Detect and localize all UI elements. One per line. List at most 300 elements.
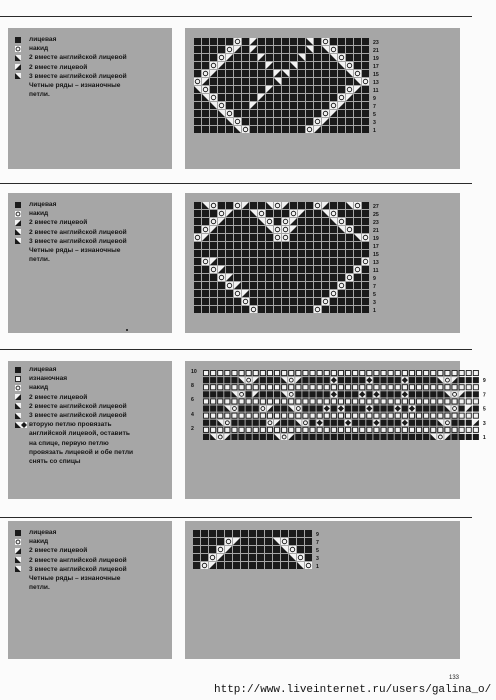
knit-cell	[249, 554, 256, 561]
purl-cell	[466, 413, 471, 418]
knit-cell	[281, 406, 287, 412]
knit-cell	[217, 562, 224, 569]
knit-cell	[266, 46, 273, 53]
legend-label: 2 вместе лицевой	[29, 219, 88, 227]
row-number: 21	[373, 227, 379, 234]
yarn-over-cell	[202, 226, 209, 233]
row-number: 7	[373, 103, 376, 110]
purl-cell	[367, 413, 372, 418]
knit-cell	[246, 391, 252, 397]
knit-cell	[231, 434, 237, 440]
legend-label: 2 вместе лицевой	[29, 63, 88, 71]
knit-cell	[210, 282, 217, 289]
knit-cell	[253, 406, 259, 412]
knit-cell	[354, 226, 361, 233]
k2tog-cell	[290, 218, 297, 225]
knit-cell	[430, 377, 436, 383]
section-rule-2	[0, 349, 472, 350]
legend-note: английской лицевой, оставить на спице, первую петлю провязать лицевой и обе петли снять со спицы	[29, 430, 134, 466]
legend-row	[15, 374, 133, 383]
knit-cell	[210, 290, 217, 297]
knit-cell	[234, 70, 241, 77]
knit-cell	[258, 38, 265, 45]
knit-cell	[258, 62, 265, 69]
knit-cell	[226, 218, 233, 225]
knit-cell	[217, 377, 223, 383]
purl-cell	[310, 385, 315, 390]
knit-cell	[202, 266, 209, 273]
row-number: 13	[373, 79, 379, 86]
knit-cell	[225, 554, 232, 561]
yarn-over-cell	[362, 78, 369, 85]
knit-cell	[290, 86, 297, 93]
purl-cell	[331, 413, 336, 418]
knit-cell	[15, 367, 21, 373]
knit-cell	[234, 94, 241, 101]
knit-cell	[354, 210, 361, 217]
knit-cell	[290, 250, 297, 257]
knit-cell	[226, 126, 233, 133]
knit-cell	[362, 266, 369, 273]
purl-cell	[232, 427, 237, 432]
knit-cell	[314, 250, 321, 257]
purl-cell	[211, 399, 216, 404]
purl-cell	[267, 371, 272, 376]
yarn-over-cell	[258, 210, 265, 217]
knit-cell	[258, 118, 265, 125]
knit-cell	[345, 391, 351, 397]
knit-cell	[260, 434, 266, 440]
purl-cell	[310, 427, 315, 432]
knit-cell	[306, 218, 313, 225]
knit-cell	[362, 290, 369, 297]
purl-cell	[282, 427, 287, 432]
knit-cell	[274, 306, 281, 313]
yarn-over-cell	[274, 234, 281, 241]
knit-cell	[306, 274, 313, 281]
yarn-over-cell	[330, 46, 337, 53]
knit-cell	[194, 46, 201, 53]
knit-cell	[246, 420, 252, 426]
purl-cell	[331, 385, 336, 390]
knit-cell	[346, 110, 353, 117]
purl-cell	[282, 385, 287, 390]
stitch-chart-3	[191, 369, 496, 447]
knit-cell	[306, 94, 313, 101]
knit-cell	[330, 126, 337, 133]
knit-cell	[209, 546, 216, 553]
legend-row	[15, 411, 133, 420]
knit-cell	[241, 562, 248, 569]
legend-label: 2 вместе английской лицевой	[29, 54, 127, 62]
knit-cell	[302, 406, 308, 412]
knit-cell	[266, 242, 273, 249]
knit-cell	[203, 391, 209, 397]
knit-cell	[210, 298, 217, 305]
legend-panel-4	[8, 521, 172, 659]
knit-cell	[306, 70, 313, 77]
purl-cell	[431, 371, 436, 376]
knit-cell	[409, 434, 415, 440]
knit-cell	[194, 70, 201, 77]
knit-cell	[274, 94, 281, 101]
knit-cell	[210, 210, 217, 217]
purl-cell	[402, 385, 407, 390]
knit-cell	[210, 110, 217, 117]
purl-cell	[303, 371, 308, 376]
knit-cell	[354, 250, 361, 257]
knit-cell	[466, 420, 472, 426]
purl-cell	[317, 399, 322, 404]
yarn-over-cell	[338, 282, 345, 289]
purl-cell	[360, 427, 365, 432]
knit-cell	[362, 274, 369, 281]
knit-cell	[330, 298, 337, 305]
ssk-cell	[231, 391, 237, 397]
ssk-cell	[15, 229, 21, 235]
knit-cell	[298, 202, 305, 209]
knit-cell	[253, 434, 259, 440]
ssk-cell	[217, 420, 223, 426]
purl-cell	[260, 385, 265, 390]
purl-cell	[246, 399, 251, 404]
knit-cell	[416, 406, 422, 412]
knit-cell	[242, 70, 249, 77]
knit-stitch-icon	[15, 528, 29, 537]
yarn-over-cell	[194, 234, 201, 241]
k2tog-cell	[466, 406, 472, 412]
knit-cell	[314, 266, 321, 273]
knit-cell	[234, 274, 241, 281]
purl-cell	[282, 413, 287, 418]
yarn-over-cell	[15, 211, 21, 217]
knit-cell	[314, 282, 321, 289]
knit-cell	[257, 538, 264, 545]
knit-cell	[388, 434, 394, 440]
knit-cell	[202, 306, 209, 313]
legend-row	[15, 383, 133, 392]
row-number: 17	[373, 63, 379, 70]
knit-cell	[338, 250, 345, 257]
knit-cell	[388, 420, 394, 426]
legend-row	[15, 365, 133, 374]
crossed-cell	[373, 391, 379, 397]
knit-cell	[354, 126, 361, 133]
purl-cell	[417, 385, 422, 390]
knit-cell	[258, 290, 265, 297]
knit-cell	[362, 242, 369, 249]
knit-cell	[416, 377, 422, 383]
ssk-decrease-icon	[15, 556, 29, 565]
knit-cell	[306, 118, 313, 125]
knit-cell	[250, 258, 257, 265]
legend-row	[15, 35, 127, 44]
knit-cell	[250, 226, 257, 233]
knit-cell	[310, 420, 316, 426]
knit-cell	[257, 546, 264, 553]
knit-cell	[234, 210, 241, 217]
k2tog-cell	[267, 406, 273, 412]
knit-cell	[466, 391, 472, 397]
ssk-cell	[437, 377, 443, 383]
knit-cell	[242, 94, 249, 101]
purl-cell	[374, 385, 379, 390]
ssk-cell	[338, 62, 345, 69]
knit-cell	[298, 282, 305, 289]
knit-cell	[274, 86, 281, 93]
yarn-over-cell	[194, 78, 201, 85]
yarn-over-cell	[314, 306, 321, 313]
knit-cell	[330, 306, 337, 313]
knit-cell	[346, 54, 353, 61]
ssk-cell	[15, 403, 21, 409]
crossed-cell	[402, 420, 408, 426]
yarn-over-cell	[226, 110, 233, 117]
knit-cell	[231, 420, 237, 426]
knit-cell	[233, 530, 240, 537]
knit-cell	[322, 234, 329, 241]
purl-cell	[353, 399, 358, 404]
purl-cell	[282, 371, 287, 376]
row-number-left: 6	[191, 397, 194, 404]
knit-cell	[338, 78, 345, 85]
k2tog-cell	[202, 234, 209, 241]
purl-cell	[395, 385, 400, 390]
knit-cell	[306, 306, 313, 313]
knit-cell	[306, 242, 313, 249]
row-number: 17	[373, 243, 379, 250]
purl-cell	[466, 371, 471, 376]
ssk-decrease-icon	[15, 53, 29, 62]
legend-note: Четные ряды – изнаночные петли.	[29, 575, 121, 592]
knit-cell	[346, 218, 353, 225]
knit-cell	[314, 298, 321, 305]
knit-cell	[346, 306, 353, 313]
knit-cell	[194, 242, 201, 249]
purl-cell	[402, 413, 407, 418]
knit-cell	[226, 234, 233, 241]
knit-cell	[346, 266, 353, 273]
purl-cell	[296, 371, 301, 376]
legend-label: лицевая	[29, 201, 57, 208]
yarn-over-cell	[330, 102, 337, 109]
knit-cell	[373, 406, 379, 412]
knit-cell	[362, 298, 369, 305]
knit-cell	[306, 78, 313, 85]
knit-cell	[203, 377, 209, 383]
knit-cell	[314, 102, 321, 109]
legend-panel-2	[8, 193, 172, 333]
purl-cell	[473, 427, 478, 432]
knit-cell	[234, 242, 241, 249]
knit-cell	[289, 562, 296, 569]
knit-cell	[298, 234, 305, 241]
yarn-over-cell	[234, 118, 241, 125]
knit-cell	[202, 298, 209, 305]
purl-cell	[331, 399, 336, 404]
top-rule	[0, 16, 472, 17]
knit-cell	[210, 234, 217, 241]
knit-cell	[338, 86, 345, 93]
knit-cell	[250, 54, 257, 61]
legend-row	[15, 44, 127, 53]
knit-cell	[218, 70, 225, 77]
knit-cell	[345, 377, 351, 383]
knit-cell	[298, 78, 305, 85]
knit-cell	[354, 258, 361, 265]
knit-cell	[218, 202, 225, 209]
purl-cell	[360, 399, 365, 404]
knit-cell	[359, 434, 365, 440]
yarn-over-cell	[231, 406, 237, 412]
crossed-cell	[359, 391, 365, 397]
knit-cell	[310, 406, 316, 412]
knit-cell	[226, 250, 233, 257]
knit-cell	[239, 434, 245, 440]
knit-cell	[210, 274, 217, 281]
knit-cell	[346, 258, 353, 265]
knit-cell	[302, 391, 308, 397]
knit-cell	[258, 202, 265, 209]
purl-cell	[438, 371, 443, 376]
knit-cell	[218, 250, 225, 257]
legend-label: лицевая	[29, 529, 57, 536]
knit-cell	[298, 86, 305, 93]
knit-cell	[258, 78, 265, 85]
row-number: 27	[373, 203, 379, 210]
knit-cell	[193, 538, 200, 545]
knit-cell	[242, 306, 249, 313]
knit-cell	[331, 434, 337, 440]
knit-cell	[194, 118, 201, 125]
k2tog-cell	[258, 54, 265, 61]
knit-cell	[282, 94, 289, 101]
knit-cell	[366, 434, 372, 440]
ssk-cell	[234, 126, 241, 133]
purl-cell	[253, 427, 258, 432]
purl-cell	[324, 371, 329, 376]
yarn-over-cell	[218, 54, 225, 61]
knit-cell	[409, 391, 415, 397]
crossed-cell	[317, 420, 323, 426]
k2tog-cell	[234, 282, 241, 289]
legend-row	[15, 565, 127, 574]
knit-cell	[218, 94, 225, 101]
knit-cell	[290, 274, 297, 281]
knit-cell	[234, 218, 241, 225]
k2tog-cell	[330, 110, 337, 117]
crossed-cell	[331, 377, 337, 383]
k2tog-cell	[298, 210, 305, 217]
purl-cell	[353, 413, 358, 418]
k2tog-cell	[282, 202, 289, 209]
chart-grid	[194, 202, 386, 315]
k2tog-cell	[234, 46, 241, 53]
purl-cell	[395, 399, 400, 404]
knit-cell	[234, 298, 241, 305]
purl-cell	[267, 427, 272, 432]
knit-cell	[194, 218, 201, 225]
knit-cell	[306, 298, 313, 305]
k2tog-cell	[210, 258, 217, 265]
knit-cell	[234, 226, 241, 233]
knit-cell	[194, 126, 201, 133]
knit-cell	[322, 274, 329, 281]
purl-cell	[239, 371, 244, 376]
knit-cell	[306, 102, 313, 109]
row-number: 3	[373, 119, 376, 126]
knit-cell	[202, 118, 209, 125]
knit-cell	[201, 538, 208, 545]
purl-cell	[346, 371, 351, 376]
knit-cell	[423, 420, 429, 426]
crossed-cell	[409, 406, 415, 412]
knit-cell	[317, 434, 323, 440]
k3tog-decrease-icon	[15, 72, 29, 81]
knit-cell	[330, 78, 337, 85]
row-number: 5	[373, 291, 376, 298]
k2tog-decrease-icon	[15, 218, 29, 227]
ssk-cell	[224, 406, 230, 412]
knit-cell	[288, 420, 294, 426]
knit-cell	[242, 250, 249, 257]
knit-cell	[346, 102, 353, 109]
knit-cell	[290, 306, 297, 313]
knit-cell	[330, 62, 337, 69]
knit-cell	[290, 46, 297, 53]
yarn-over-cell	[346, 62, 353, 69]
knit-cell	[290, 126, 297, 133]
knit-cell	[322, 266, 329, 273]
purl-cell	[431, 427, 436, 432]
knit-cell	[354, 298, 361, 305]
knit-cell	[226, 70, 233, 77]
yarn-over-cell	[354, 202, 361, 209]
knit-cell	[250, 70, 257, 77]
knit-cell	[202, 54, 209, 61]
purl-cell	[452, 385, 457, 390]
knit-cell	[234, 54, 241, 61]
purl-cell	[324, 413, 329, 418]
knit-cell	[409, 420, 415, 426]
legend-1	[15, 35, 127, 99]
knit-cell	[250, 274, 257, 281]
knit-cell	[306, 250, 313, 257]
legend-label: лицевая	[29, 36, 57, 43]
knit-cell	[452, 420, 458, 426]
knit-cell	[258, 282, 265, 289]
purl-cell	[16, 376, 21, 381]
row-number-left: 4	[191, 411, 194, 418]
knit-cell	[202, 126, 209, 133]
knit-cell	[250, 266, 257, 273]
knit-cell	[362, 250, 369, 257]
purl-cell	[473, 385, 478, 390]
knit-cell	[330, 70, 337, 77]
knit-cell	[459, 420, 465, 426]
knit-cell	[306, 234, 313, 241]
knit-cell	[359, 420, 365, 426]
purl-cell	[466, 385, 471, 390]
knit-cell	[322, 126, 329, 133]
row-number: 7	[373, 283, 376, 290]
knit-cell	[209, 530, 216, 537]
knit-cell	[202, 282, 209, 289]
knit-cell	[281, 562, 288, 569]
knit-cell	[290, 70, 297, 77]
knit-cell	[194, 54, 201, 61]
knit-cell	[362, 46, 369, 53]
